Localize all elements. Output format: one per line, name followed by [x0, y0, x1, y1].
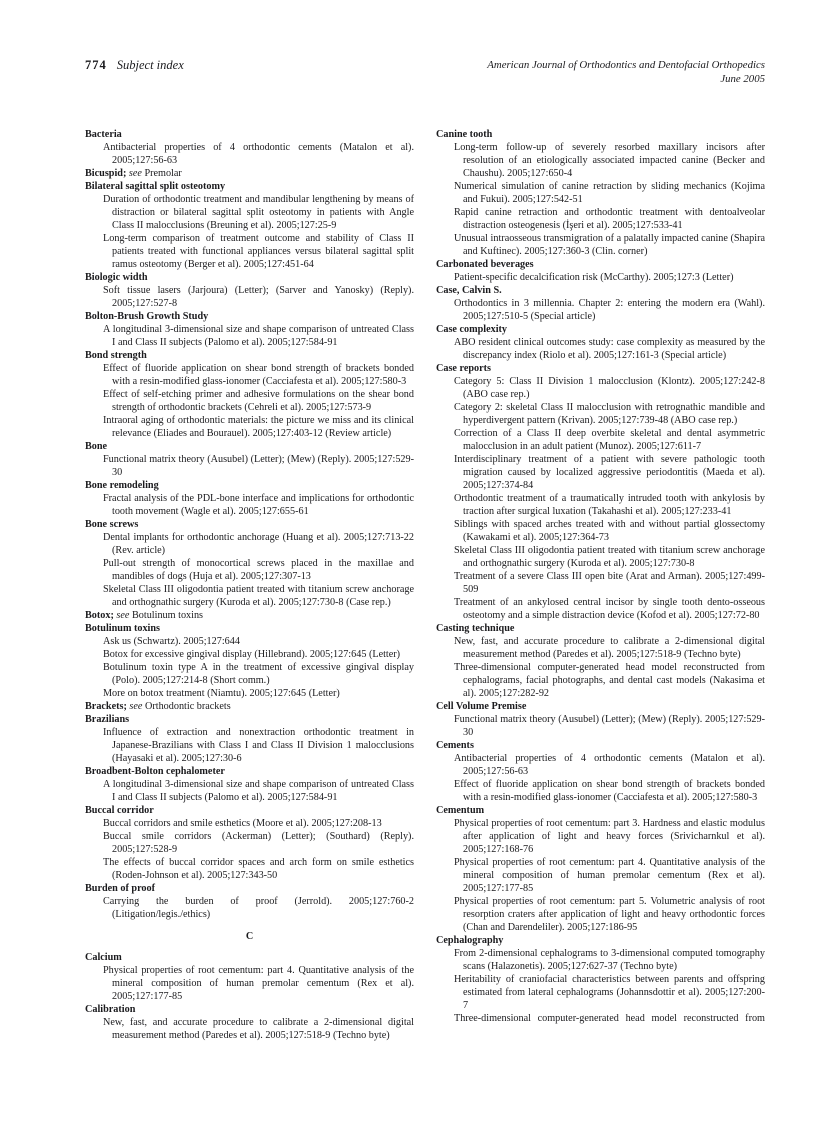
index-term: Calibration	[85, 1004, 136, 1015]
index-entry: Three-dimensional computer-generated head model reconstructed from cephalograms, facial photographs, and dental cast models (Nakasima et al). 2005;127:282-92	[454, 662, 765, 699]
index-term: Case reports	[436, 363, 491, 374]
index-entry: Functional matrix theory (Ausubel) (Letter); (Mew) (Reply). 2005;127:529-30	[103, 454, 414, 478]
xref-term: Brackets;	[85, 701, 127, 712]
index-term: Bilateral sagittal split osteotomy	[85, 181, 226, 192]
xref-target: Orthodontic brackets	[144, 701, 231, 712]
index-term: Calcium	[85, 952, 122, 963]
index-term: Bone screws	[85, 519, 139, 530]
index-entry: Long-term follow-up of severely resorbed maxillary incisors after resolution of an etiologically associated impacted canine (Becker and Chaushu). 2005;127:650-4	[454, 142, 765, 179]
column-left	[85, 128, 414, 1042]
issue-date: June 2005	[720, 73, 765, 85]
index-term: Brazilians	[85, 714, 130, 725]
index-entry: Unusual intraosseous transmigration of a palatally impacted canine (Shapira and Kuftinec). 2005;127:360-3 (Clin. corner)	[454, 233, 765, 257]
xref-term: Bicuspid;	[85, 168, 127, 179]
index-term: Bone	[85, 441, 108, 452]
index-entry: A longitudinal 3-dimensional size and shape comparison of untreated Class I and Class II subjects (Palomo et al). 2005;127:584-91	[103, 324, 414, 348]
xref-term: Botox;	[85, 610, 114, 621]
index-entry: Three-dimensional computer-generated head model reconstructed from	[454, 1013, 765, 1024]
index-term: Cephalography	[436, 935, 504, 946]
xref-target: Premolar	[144, 168, 182, 179]
page-number: 774	[85, 58, 107, 72]
index-term: Case, Calvin S.	[436, 285, 502, 296]
index-entry: Carrying the burden of proof (Jerrold). 2005;127:760-2 (Litigation/legis./ethics)	[103, 896, 414, 920]
index-term: Carbonated beverages	[436, 259, 534, 270]
index-term: Burden of proof	[85, 883, 155, 894]
index-entry: Influence of extraction and nonextraction orthodontic treatment in Japanese-Brazilians with Class I and Class II Division 1 malocclusions (Hayasaki et al). 2005;127:30-6	[103, 727, 414, 764]
index-entry: Heritability of craniofacial characteristics between parents and offspring estimated from lateral cephalograms (Johannsdottir et al). 2005;127:200-7	[454, 974, 765, 1011]
xref-see-label: see	[113, 610, 132, 621]
running-head-left	[85, 58, 184, 72]
index-entry: Physical properties of root cementum: part 4. Quantitative analysis of the mineral composition of human premolar cementum (Rex et al). 2005;127:177-85	[103, 965, 414, 1002]
index-term: Biologic width	[85, 272, 148, 283]
index-term: Casting technique	[436, 623, 515, 634]
index-entry: Rapid canine retraction and orthodontic treatment with dentoalveolar distraction osteogenesis (İşeri et al). 2005;127:533-41	[454, 207, 765, 231]
index-term: Botulinum toxins	[85, 623, 161, 634]
running-head-right	[487, 58, 765, 86]
index-content	[85, 128, 765, 1042]
index-cross-reference	[85, 700, 414, 713]
index-entry: Ask us (Schwartz). 2005;127:644	[103, 636, 240, 647]
index-entry: Buccal corridors and smile esthetics (Moore et al). 2005;127:208-13	[103, 818, 382, 829]
index-entry: New, fast, and accurate procedure to calibrate a 2-dimensional digital measurement method (Paredes et al). 2005;127:518-9 (Techno byte)	[103, 1017, 414, 1041]
index-entry: Numerical simulation of canine retraction by sliding mechanics (Kojima and Fukui). 2005;127:542-51	[454, 181, 765, 205]
index-entry: Category 5: Class II Division 1 malocclusion (Klontz). 2005;127:242-8 (ABO case rep.)	[454, 376, 765, 400]
index-entry: Botox for excessive gingival display (Hillebrand). 2005;127:645 (Letter)	[103, 649, 401, 660]
index-term: Bacteria	[85, 129, 122, 140]
index-cross-reference	[85, 609, 414, 622]
index-entry: Duration of orthodontic treatment and mandibular lengthening by means of distraction or bilateral sagittal split osteotomy in patients with Angle Class II malocclusions (Breuning et al). 2005;127:25-9	[103, 194, 414, 231]
page-section-title: Subject index	[116, 58, 184, 72]
index-term: Cementum	[436, 805, 485, 816]
index-entry: Soft tissue lasers (Jarjoura) (Letter); (Sarver and Yanosky) (Reply). 2005;127:527-8	[103, 285, 414, 309]
index-entry: The effects of buccal corridor spaces and arch form on smile esthetics (Roden-Johnson et al). 2005;127:343-50	[103, 857, 414, 881]
index-entry: Buccal smile corridors (Ackerman) (Letter); (Southard) (Reply). 2005;127:528-9	[103, 831, 414, 855]
index-entry: Skeletal Class III oligodontia patient treated with titanium screw anchorage and orthognathic surgery (Kuroda et al). 2005;127:730-8 (Case rep.)	[103, 584, 414, 608]
journal-title: American Journal of Orthodontics and Dentofacial Orthopedics	[487, 59, 765, 71]
index-entry: Botulinum toxin type A in the treatment of excessive gingival display (Polo). 2005;127:214-8 (Short comm.)	[103, 662, 414, 686]
index-entry: Physical properties of root cementum: part 5. Volumetric analysis of root resorption craters after application of light and heavy orthodontic forces (Chan and Darendeliler). 2005;127:186-95	[454, 896, 765, 933]
section-letter: C	[245, 931, 254, 942]
index-term: Case complexity	[436, 324, 508, 335]
index-entry: Effect of self-etching primer and adhesive formulations on the shear bond strength of orthodontic brackets (Cehreli et al). 2005;127:573-9	[103, 389, 414, 413]
xref-target: Botulinum toxins	[131, 610, 204, 621]
index-entry: Patient-specific decalcification risk (McCarthy). 2005;127:3 (Letter)	[454, 272, 734, 283]
index-term: Canine tooth	[436, 129, 493, 140]
index-entry: Pull-out strength of monocortical screws placed in the maxillae and mandibles of dogs (Huja et al). 2005;127:307-13	[103, 558, 414, 582]
index-entry: Interdisciplinary treatment of a patient with severe pathologic tooth migration caused by localized aggressive periodontitis (Maeda et al). 2005;127:374-84	[454, 454, 765, 491]
index-entry: Antibacterial properties of 4 orthodontic cements (Matalon et al). 2005;127:56-63	[454, 753, 765, 777]
index-term: Broadbent-Bolton cephalometer	[85, 766, 225, 777]
index-entry: Treatment of an ankylosed central incisor by single tooth dento-osseous osteotomy and a simple distraction device (Kofod et al). 2005;127:72-80	[454, 597, 765, 621]
index-entry: Effect of fluoride application on shear bond strength of brackets bonded with a resin-modified glass-ionomer (Cacciafesta et al). 2005;127:580-3	[454, 779, 765, 803]
index-entry: Dental implants for orthodontic anchorage (Huang et al). 2005;127:713-22 (Rev. article)	[103, 532, 414, 556]
index-entry: Treatment of a severe Class III open bite (Arat and Arman). 2005;127:499-509	[454, 571, 765, 595]
index-entry: Fractal analysis of the PDL-bone interface and implications for orthodontic tooth movement (Wagle et al). 2005;127:655-61	[103, 493, 414, 517]
index-entry: Long-term comparison of treatment outcome and stability of Class II patients treated with functional appliances versus bilateral sagittal split ramus osteotomy (Berger et al). 2005;127:451-64	[103, 233, 414, 270]
index-entry: Skeletal Class III oligodontia patient treated with titanium screw anchorage and orthognathic surgery (Kuroda et al). 2005;127:730-8	[454, 545, 765, 569]
index-entry: More on botox treatment (Niamtu). 2005;127:645 (Letter)	[103, 688, 340, 699]
index-entry: Physical properties of root cementum: part 4. Quantitative analysis of the mineral composition of human premolar cementum (Rex et al). 2005;127:177-85	[454, 857, 765, 894]
index-term: Bond strength	[85, 350, 147, 361]
index-entry: Correction of a Class II deep overbite skeletal and dental asymmetric malocclusion in an adult patient (Munoz). 2005;127:611-7	[454, 428, 765, 452]
index-entry: Category 2: skeletal Class II malocclusion with retrognathic mandible and hyperdivergent pattern (Krivan). 2005;127:739-48 (ABO case rep.)	[454, 402, 765, 426]
index-term: Cements	[436, 740, 474, 751]
index-entry: ABO resident clinical outcomes study: case complexity as measured by the discrepancy index (Riolo et al). 2005;127:161-3 (Special article)	[454, 337, 765, 361]
index-cross-reference	[85, 167, 414, 180]
index-entry: Effect of fluoride application on shear bond strength of brackets bonded with a resin-modified glass-ionomer (Cacciafesta et al). 2005;127:580-3	[103, 363, 414, 387]
index-entry: Intraoral aging of orthodontic materials: the picture we miss and its clinical relevance (Eliades and Bourauel). 2005;127:403-12 (Review article)	[103, 415, 414, 439]
index-entry: Orthodontics in 3 millennia. Chapter 2: entering the modern era (Wahl). 2005;127:510-5 (Special article)	[454, 298, 765, 322]
xref-see-label: see	[126, 168, 145, 179]
index-entry: Siblings with spaced arches treated with and without partial glossectomy (Kawakami et al). 2005;127:364-73	[454, 519, 765, 543]
index-entry: New, fast, and accurate procedure to calibrate a 2-dimensional digital measurement method (Paredes et al). 2005;127:518-9 (Techno byte)	[454, 636, 765, 660]
index-term: Bone remodeling	[85, 480, 159, 491]
xref-see-label: see	[126, 701, 145, 712]
index-entry: From 2-dimensional cephalograms to 3-dimensional computed tomography scans (Halazonetis). 2005;127:627-37 (Techno byte)	[454, 948, 765, 972]
page-header	[85, 58, 765, 86]
index-entry: Antibacterial properties of 4 orthodontic cements (Matalon et al). 2005;127:56-63	[103, 142, 414, 166]
index-entry: Functional matrix theory (Ausubel) (Letter); (Mew) (Reply). 2005;127:529-30	[454, 714, 765, 738]
index-term: Buccal corridor	[85, 805, 154, 816]
index-entry: Physical properties of root cementum: part 3. Hardness and elastic modulus after application of light and heavy forces (Srivicharnkul et al). 2005;127:168-76	[454, 818, 765, 855]
index-term: Cell Volume Premise	[436, 701, 527, 712]
index-entry: A longitudinal 3-dimensional size and shape comparison of untreated Class I and Class II subjects (Palomo et al). 2005;127:584-91	[103, 779, 414, 803]
index-entry: Orthodontic treatment of a traumatically intruded tooth with ankylosis by traction after surgical luxation (Takahashi et al). 2005;127:233-41	[454, 493, 765, 517]
index-term: Bolton-Brush Growth Study	[85, 311, 209, 322]
column-right	[436, 128, 765, 1042]
